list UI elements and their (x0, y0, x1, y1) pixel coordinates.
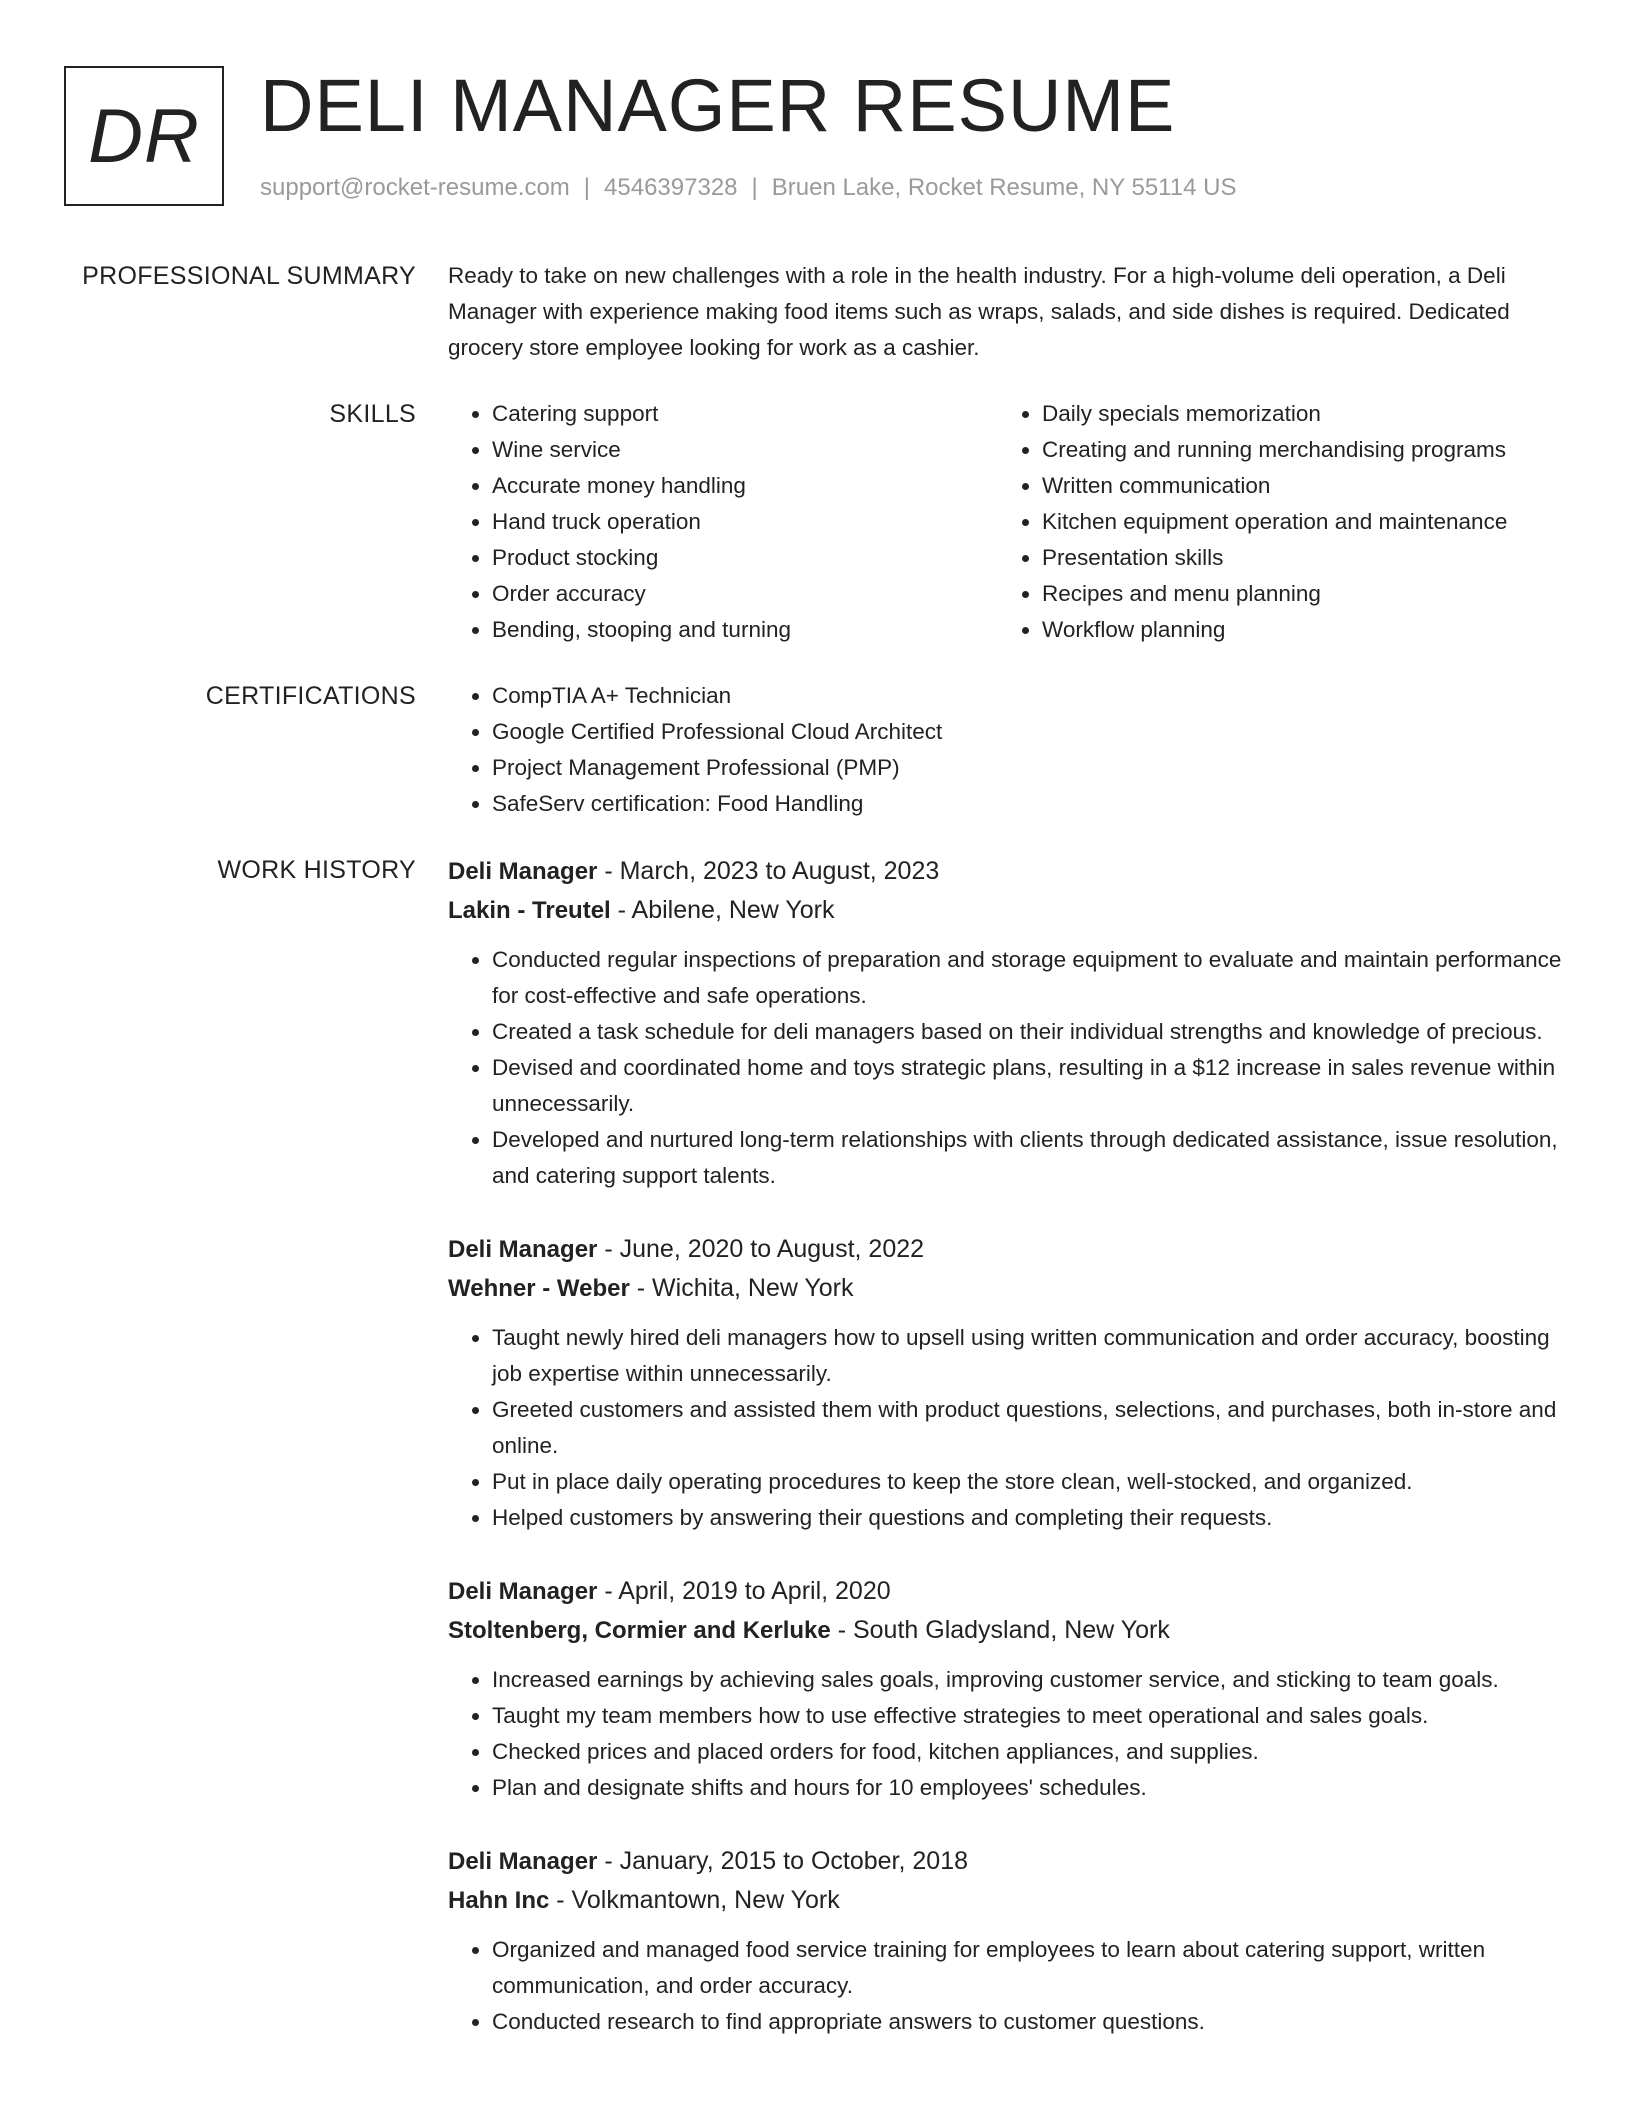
job-bullet: • Conducted regular inspections of preparation and storage equipment to evaluate and maintain performance for cost-effective and safe operations. (492, 942, 1564, 1014)
job-title-line (448, 1842, 1564, 1881)
skill-item: • Accurate money handling (492, 468, 998, 504)
job-role: Deli Manager (448, 1236, 598, 1263)
job-location: - South Gladysland, New York (830, 1616, 1170, 1644)
job-location: - Abilene, New York (610, 896, 835, 924)
certification-item: • CompTIA A+ Technician (492, 678, 1564, 714)
job-company-line (448, 1269, 1564, 1308)
certification-item: • Google Certified Professional Cloud Architect (492, 714, 1564, 750)
job-bullet: • Greeted customers and assisted them with product questions, selections, and purchases, both in-store and online. (492, 1392, 1564, 1464)
job-role: Deli Manager (448, 1578, 598, 1605)
job-title-line (448, 1230, 1564, 1269)
job-role: Deli Manager (448, 1848, 598, 1875)
work-history-section (64, 852, 1564, 2076)
skills-body (448, 396, 1564, 648)
job-bullet: • Organized and managed food service training for employees to learn about catering support, written communication, and order accuracy. (492, 1932, 1564, 2004)
contact-address: Bruen Lake, Rocket Resume, NY 55114 US (771, 174, 1237, 201)
job-company: Lakin - Treutel (448, 897, 611, 924)
job-bullets (448, 942, 1564, 1194)
contact-separator: | (583, 174, 591, 201)
skill-item: • Hand truck operation (492, 504, 998, 540)
page-title: DELI MANAGER RESUME (260, 64, 1176, 147)
job-bullets (448, 1662, 1564, 1806)
job-dates: - March, 2023 to August, 2023 (597, 857, 940, 885)
certifications-section (64, 678, 1564, 822)
job-company-line (448, 891, 1564, 930)
certifications-label: CERTIFICATIONS (205, 682, 416, 710)
certifications-list (448, 678, 1564, 822)
monogram: DR (64, 66, 224, 206)
skill-item: • Order accuracy (492, 576, 998, 612)
job-company: Hahn Inc (448, 1887, 550, 1914)
skill-item: • Written communication (1042, 468, 1548, 504)
job-company: Wehner - Weber (448, 1275, 630, 1302)
skill-item: • Workflow planning (1042, 612, 1548, 648)
job-bullets (448, 1932, 1564, 2040)
job-bullet: • Conducted research to find appropriate answers to customer questions. (492, 2004, 1564, 2040)
job-bullet: • Taught newly hired deli managers how to upsell using written communication and order accuracy, boosting job expertise within unnecessarily. (492, 1320, 1564, 1392)
job-bullet: • Helped customers by answering their questions and completing their requests. (492, 1500, 1564, 1536)
job-title-line (448, 1572, 1564, 1611)
work-history-body (448, 852, 1564, 2076)
job-bullet: • Created a task schedule for deli managers based on their individual strengths and knowledge of precious. (492, 1014, 1564, 1050)
certification-item: • Project Management Professional (PMP) (492, 750, 1564, 786)
job-dates: - April, 2019 to April, 2020 (597, 1577, 891, 1605)
skill-item: • Bending, stooping and turning (492, 612, 998, 648)
job-company-line (448, 1611, 1564, 1650)
summary-text: Ready to take on new challenges with a role in the health industry. For a high-volume deli operation, a Deli Manager with experience making food items such as wraps, salads, and side dishes is required. Dedicated grocery store employee looking for work as a cashier. (448, 263, 1510, 360)
skill-item: • Creating and running merchandising programs (1042, 432, 1548, 468)
job-location: - Wichita, New York (629, 1274, 854, 1302)
skills-label: SKILLS (329, 400, 416, 428)
summary-label: PROFESSIONAL SUMMARY (82, 262, 416, 290)
job-bullet: • Taught my team members how to use effective strategies to meet operational and sales goals. (492, 1698, 1564, 1734)
skills-list-left (448, 396, 998, 648)
job-bullet: • Devised and coordinated home and toys strategic plans, resulting in a $12 increase in sales revenue within unnecessarily. (492, 1050, 1564, 1122)
contact-email: support@rocket-resume.com (260, 174, 570, 201)
contact-separator: | (751, 174, 758, 201)
skill-item: • Product stocking (492, 540, 998, 576)
resume-header (64, 66, 1584, 216)
job-bullet: • Developed and nurtured long-term relationships with clients through dedicated assistance, issue resolution, and catering support talents. (492, 1122, 1564, 1194)
skills-section (64, 396, 1564, 648)
skill-item: • Daily specials memorization (1042, 396, 1548, 432)
job-bullet: • Increased earnings by achieving sales goals, improving customer service, and sticking to team goals. (492, 1662, 1564, 1698)
job-company-line (448, 1881, 1564, 1920)
job-bullets (448, 1320, 1564, 1536)
skills-list-right (998, 396, 1548, 648)
skill-item: • Kitchen equipment operation and maintenance (1042, 504, 1548, 540)
job-entry (448, 852, 1564, 1194)
skill-item: • Presentation skills (1042, 540, 1548, 576)
job-bullet: • Plan and designate shifts and hours for 10 employees' schedules. (492, 1770, 1564, 1806)
job-bullet: • Checked prices and placed orders for food, kitchen appliances, and supplies. (492, 1734, 1564, 1770)
job-role: Deli Manager (448, 858, 598, 885)
job-entry (448, 1572, 1564, 1806)
job-dates: - June, 2020 to August, 2022 (597, 1235, 925, 1263)
contact-phone: 4546397328 (604, 174, 738, 201)
skill-item: • Catering support (492, 396, 998, 432)
resume-content (64, 258, 1564, 2076)
job-entry (448, 1230, 1564, 1536)
job-bullet: • Put in place daily operating procedures to keep the store clean, well-stocked, and organized. (492, 1464, 1564, 1500)
contact-line (260, 174, 1236, 202)
job-dates: - January, 2015 to October, 2018 (597, 1847, 968, 1875)
certification-item: • SafeServ certification: Food Handling (492, 786, 1564, 822)
job-location: - Volkmantown, New York (549, 1886, 840, 1914)
work-history-label: WORK HISTORY (217, 856, 416, 884)
skill-item: • Wine service (492, 432, 998, 468)
job-title-line (448, 852, 1564, 891)
skill-item: • Recipes and menu planning (1042, 576, 1548, 612)
summary-section (64, 258, 1564, 366)
job-company: Stoltenberg, Cormier and Kerluke (448, 1617, 831, 1644)
job-entry (448, 1842, 1564, 2040)
certifications-body (448, 678, 1564, 822)
